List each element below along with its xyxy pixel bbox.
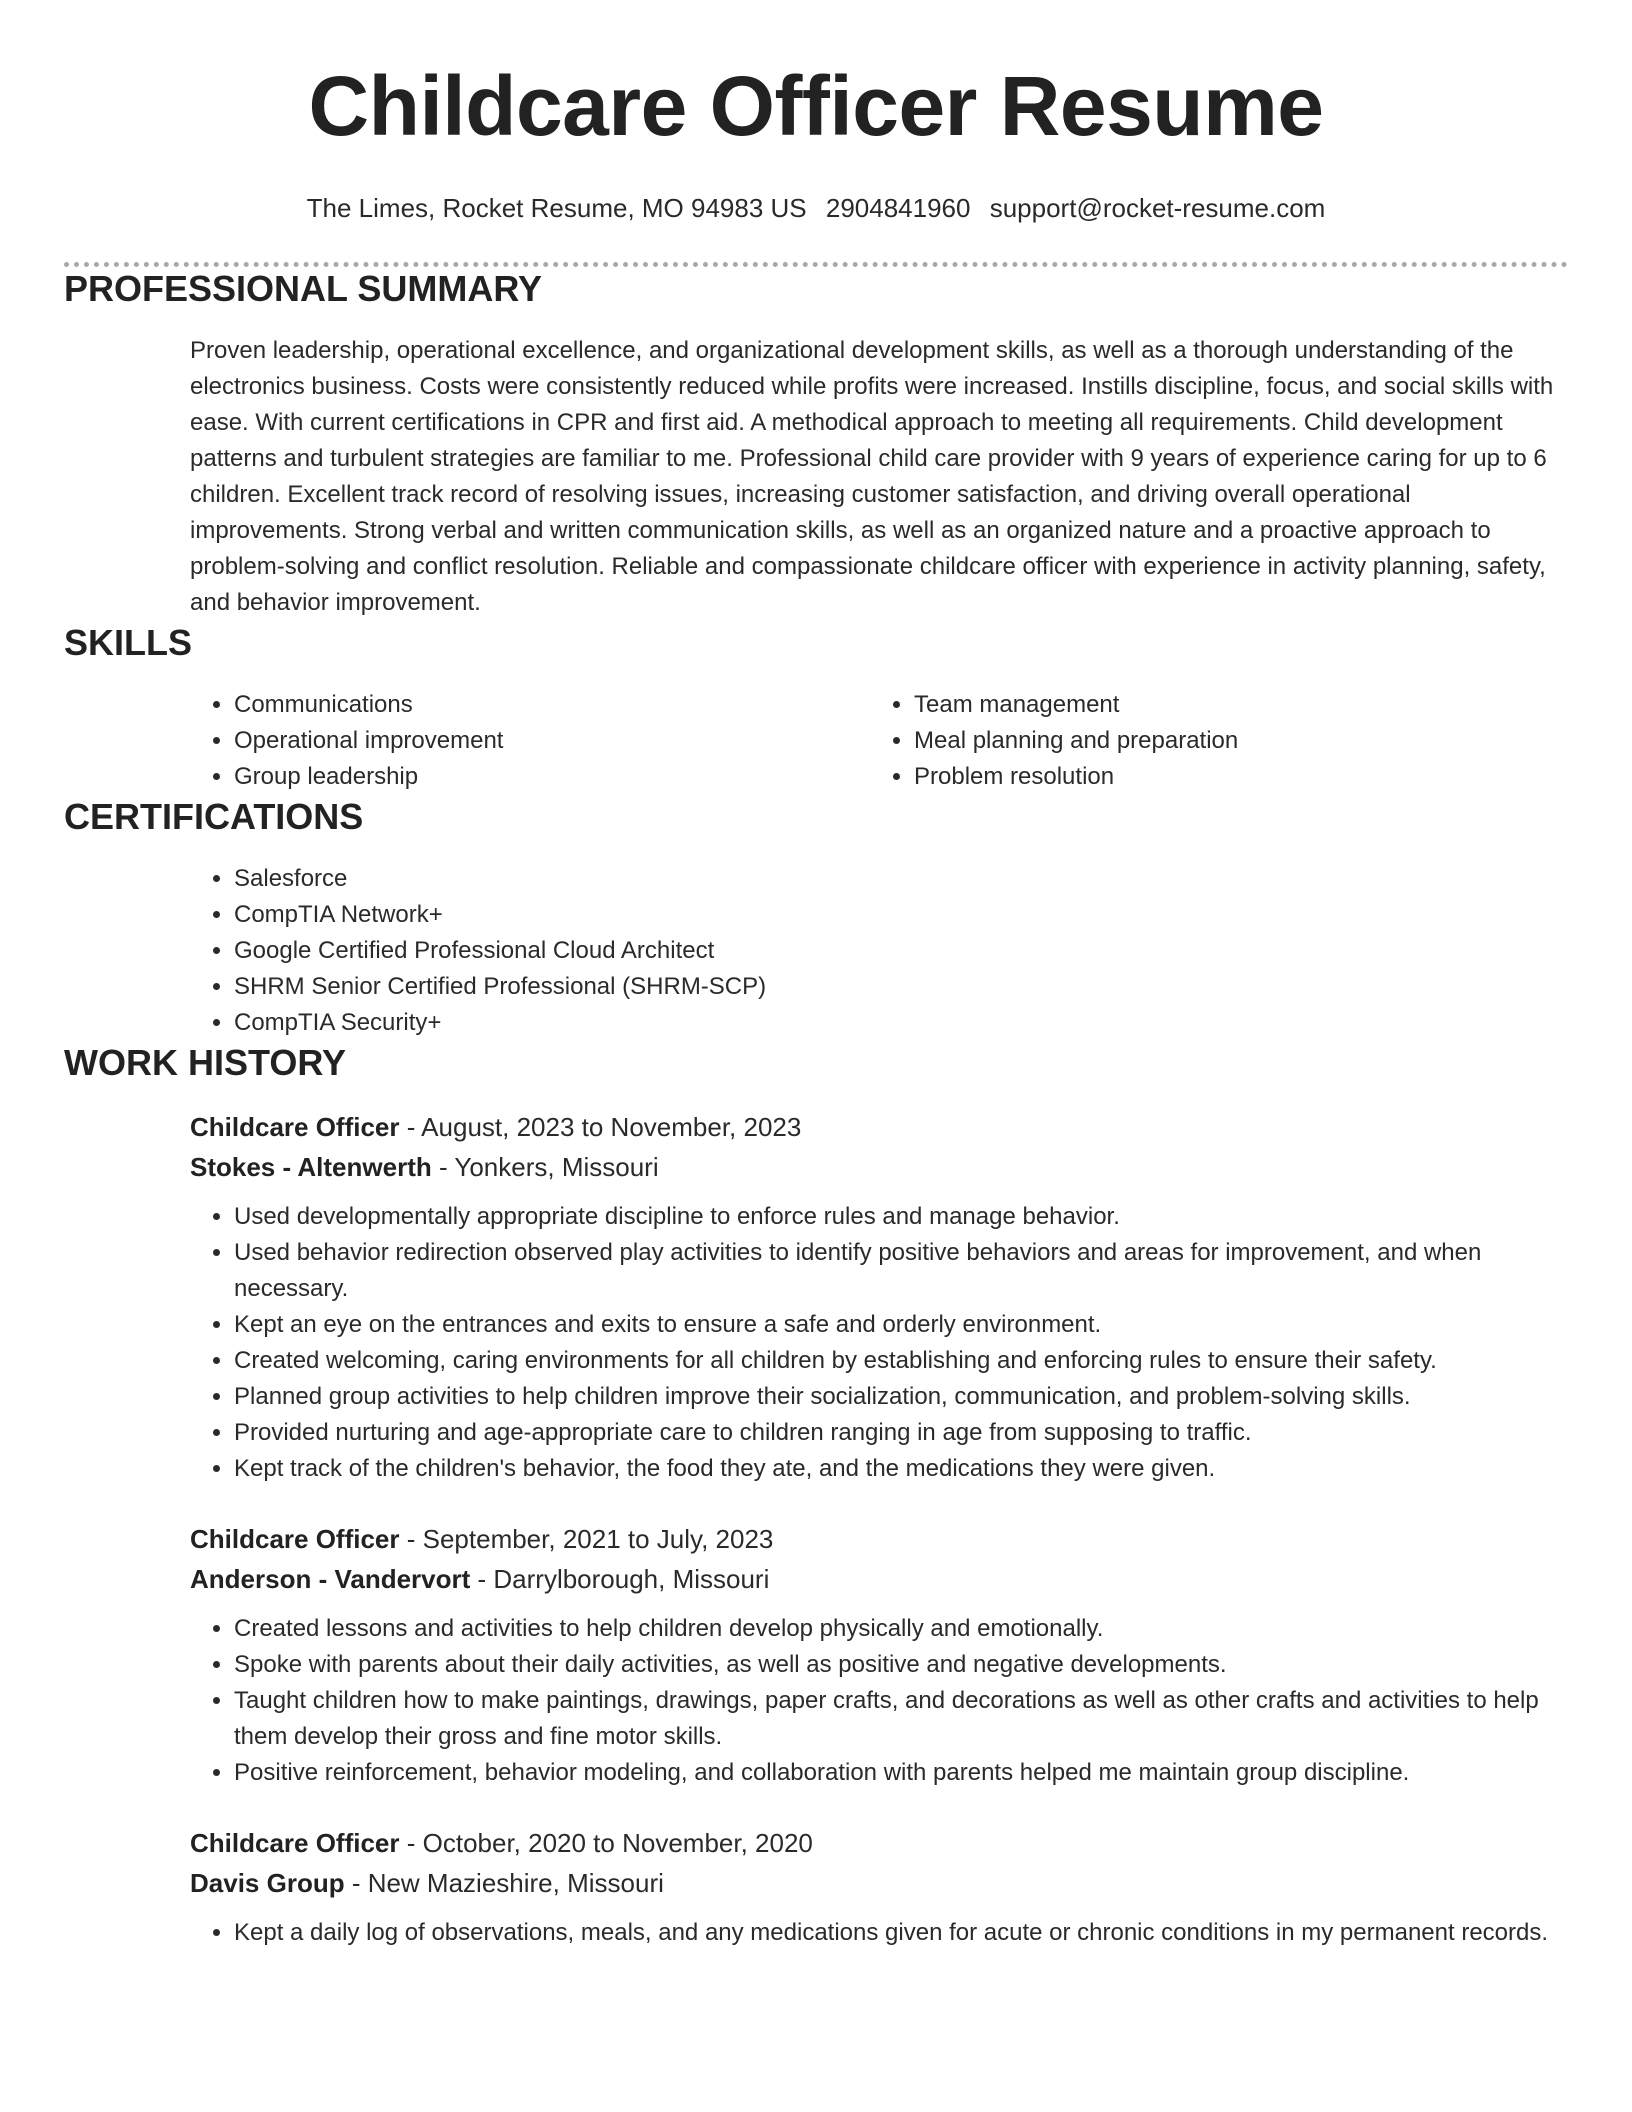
resume-page [64,0,1568,1951]
skills-columns [190,687,1568,795]
job-bullet: • Kept track of the children's behavior, the food they ate, and the medications they were given. [234,1451,1568,1487]
job-company: Stokes - Altenwerth [190,1152,432,1182]
job-bullet: • Created welcoming, caring environments for all children by establishing and enforcing rules to ensure their safety. [234,1343,1568,1379]
certifications-heading: CERTIFICATIONS [64,796,364,837]
skills-right-list [870,687,1550,795]
job-entry [190,1519,1568,1791]
page-title: Childcare Officer Resume [308,59,1324,153]
job-title: Childcare Officer [190,1112,400,1142]
certification-item: • CompTIA Network+ [234,897,1568,933]
skill-item: • Communications [234,687,870,723]
job-location: - Yonkers, Missouri [431,1152,659,1182]
certifications-list [190,861,1568,1041]
job-entry [190,1107,1568,1487]
job-bullet: • Positive reinforcement, behavior modeling, and collaboration with parents helped me maintain group discipline. [234,1755,1568,1791]
skill-item: • Team management [914,687,1550,723]
contact-email: support@rocket-resume.com [989,193,1326,223]
job-entry [190,1823,1568,1951]
summary-heading: PROFESSIONAL SUMMARY [64,268,543,309]
job-company-line [190,1863,1568,1903]
skill-item: • Group leadership [234,759,870,795]
job-company: Davis Group [190,1868,345,1898]
job-bullet: • Spoke with parents about their daily activities, as well as positive and negative developments. [234,1647,1568,1683]
job-title: Childcare Officer [190,1828,400,1858]
job-bullet: • Created lessons and activities to help children develop physically and emotionally. [234,1611,1568,1647]
job-company-line [190,1147,1568,1187]
certification-item: • SHRM Senior Certified Professional (SHRM-SCP) [234,969,1568,1005]
job-bullet: • Used behavior redirection observed play activities to identify positive behaviors and areas for improvement, and when necessary. [234,1235,1568,1307]
job-bullets [190,1199,1568,1487]
contact-line [64,192,1568,224]
job-bullet: • Used developmentally appropriate discipline to enforce rules and manage behavior. [234,1199,1568,1235]
contact-address: The Limes, Rocket Resume, MO 94983 US [306,193,807,223]
job-bullets [190,1915,1568,1951]
job-bullet: • Planned group activities to help children improve their socialization, communication, and problem-solving skills. [234,1379,1568,1415]
certification-item: • Salesforce [234,861,1568,897]
job-title: Childcare Officer [190,1524,400,1554]
certification-item: • CompTIA Security+ [234,1005,1568,1041]
job-dates: - August, 2023 to November, 2023 [399,1112,802,1142]
job-location: - Darrylborough, Missouri [470,1564,770,1594]
job-title-line [190,1107,1568,1147]
skills-heading: SKILLS [64,622,193,663]
job-dates: - October, 2020 to November, 2020 [399,1828,813,1858]
job-bullet: • Kept a daily log of observations, meals, and any medications given for acute or chronic conditions in my permanent records. [234,1915,1568,1951]
job-dates: - September, 2021 to July, 2023 [399,1524,774,1554]
job-location: - New Mazieshire, Missouri [344,1868,664,1898]
work-history-heading: WORK HISTORY [64,1042,347,1083]
job-bullet: • Kept an eye on the entrances and exits to ensure a safe and orderly environment. [234,1307,1568,1343]
job-company-line [190,1559,1568,1599]
summary-text: Proven leadership, operational excellence, and organizational development skills, as well as a thorough understanding of the electronics business. Costs were consistently reduced while profits were increased. Instills discipline, focus, and social skills with ease. With current certifications in CPR and first aid. A methodical approach to meeting all requirements. Child development patterns and turbulent strategies are familiar to me. Professional child care provider with 9 years of experience caring for up to 6 children. Excellent track record of resolving issues, increasing customer satisfaction, and driving overall operational improvements. Strong verbal and written communication skills, as well as an organized nature and a proactive approach to problem-solving and conflict resolution. Reliable and compassionate childcare officer with experience in activity planning, safety, and behavior improvement. [190,337,1554,616]
job-bullets [190,1611,1568,1791]
skills-left-list [190,687,870,795]
skill-item: • Operational improvement [234,723,870,759]
job-title-line [190,1823,1568,1863]
skill-item: • Problem resolution [914,759,1550,795]
job-title-line [190,1519,1568,1559]
job-bullet: • Taught children how to make paintings, drawings, paper crafts, and decorations as well as other crafts and activities to help them develop their gross and fine motor skills. [234,1683,1568,1755]
certification-item: • Google Certified Professional Cloud Architect [234,933,1568,969]
skill-item: • Meal planning and preparation [914,723,1550,759]
job-bullet: • Provided nurturing and age-appropriate care to children ranging in age from supposing to traffic. [234,1415,1568,1451]
job-company: Anderson - Vandervort [190,1564,471,1594]
contact-phone: 2904841960 [825,193,971,223]
